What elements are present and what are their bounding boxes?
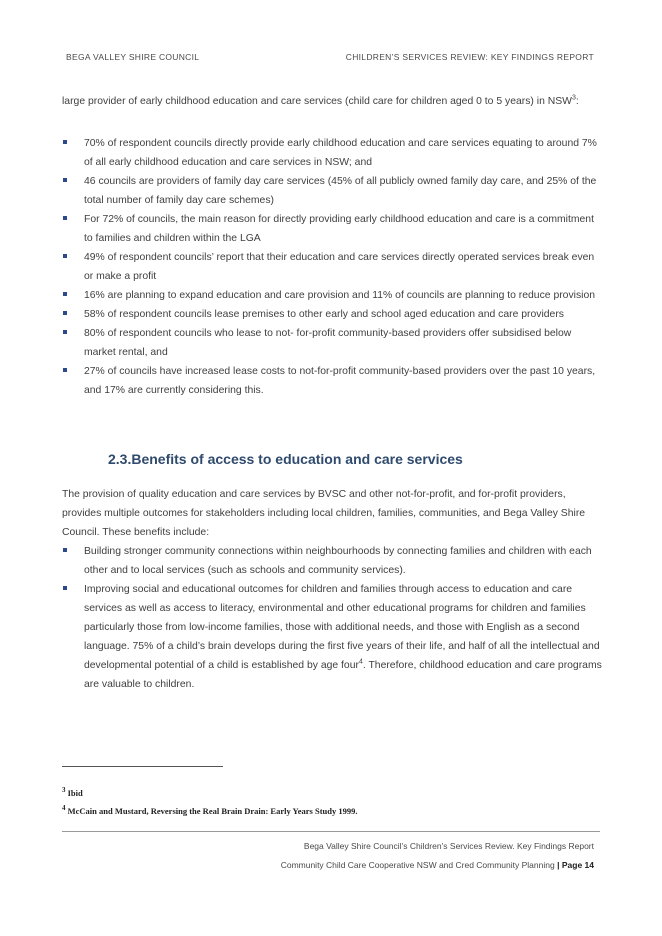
- header-left: BEGA VALLEY SHIRE COUNCIL: [66, 52, 200, 62]
- bullet-square-icon: [63, 216, 67, 220]
- section-heading: 2.3.Benefits of access to education and care services: [108, 451, 463, 467]
- footnote-4: [62, 806, 357, 816]
- bullet-square-icon: [63, 178, 67, 182]
- footnote-number: 4: [62, 804, 66, 813]
- list-item-text: 80% of respondent councils who lease to not- for-profit community-based providers offer subsidised below market rental, and: [84, 328, 572, 358]
- footer-line2: [281, 860, 594, 870]
- footer-separator: |: [557, 860, 560, 870]
- list-item: [62, 542, 602, 580]
- list-item: [62, 210, 602, 248]
- list-item-text: 46 councils are providers of family day care services (45% of all publicly owned family day care, and 25% of the total number of family day care schemes): [84, 176, 597, 206]
- footnote-text: Ibid: [67, 788, 83, 798]
- list-item-text-tail: . Therefore, childhood education and care programs are valuable to children.: [84, 660, 602, 690]
- bullet-square-icon: [63, 311, 67, 315]
- list-item: [62, 172, 602, 210]
- list-item-text: 27% of councils have increased lease costs to not-for-profit community-based providers over the past 10 years, and 17% are currently considering this.: [84, 366, 596, 396]
- bullet-square-icon: [63, 254, 67, 258]
- footnote-ref-3[interactable]: 3: [571, 94, 576, 102]
- list-item-text: 49% of respondent councils’ report that their education and care services directly operated services break even or make a profit: [84, 252, 595, 282]
- list-item: [62, 134, 602, 172]
- list-item: [62, 305, 602, 324]
- footnote-text: McCain and Mustard, Reversing the Real Brain Drain: Early Years Study 1999.: [67, 806, 358, 816]
- footnote-divider: [62, 766, 223, 767]
- bullet-square-icon: [63, 330, 67, 334]
- list-item-text: 58% of respondent councils lease premises to other early and school aged education and care providers: [84, 309, 564, 320]
- list-item: [62, 324, 602, 362]
- bullet-square-icon: [63, 586, 67, 590]
- bullet-square-icon: [63, 292, 67, 296]
- intro-paragraph: [62, 92, 602, 111]
- list-item: [62, 362, 602, 400]
- footnote-3: [62, 788, 83, 798]
- benefits-paragraph: The provision of quality education and care services by BVSC and other not-for-profit, and for-profit providers, provides multiple outcomes for stakeholders including local children, families, communities, and Bega Valley Shire Council. These benefits include:: [62, 489, 586, 538]
- footnote-ref-4[interactable]: 4: [358, 658, 363, 666]
- benefits-section: [62, 485, 602, 694]
- bullet-square-icon: [63, 368, 67, 372]
- list-item: [62, 286, 602, 305]
- findings-list: [62, 134, 602, 400]
- footnote-number: 3: [62, 786, 66, 795]
- list-item-text: 70% of respondent councils directly provide early childhood education and care services equating to around 7% of all early childhood education and care services in NSW; and: [84, 138, 597, 168]
- page-number: Page 14: [561, 860, 594, 870]
- list-item-text: Building stronger community connections within neighbourhoods by connecting families and children with each other and to local services (such as schools and community services).: [84, 546, 592, 576]
- footer-org: Community Child Care Cooperative NSW and Cred Community Planning: [280, 860, 555, 870]
- intro-text: large provider of early childhood education and care services (child care for children aged 0 to 5 years) in NSW: [62, 96, 572, 107]
- list-item: [62, 248, 602, 286]
- list-item-text: 16% are planning to expand education and care provision and 11% of councils are planning to reduce provision: [84, 290, 596, 301]
- footer-divider: [62, 831, 600, 832]
- list-item-text: Improving social and educational outcomes for children and families through access to education and care services as well as access to literacy, environmental and other educational programs for children and families particularly those from low-income families, those with additional needs, and those with English as a second language. 75% of a child’s brain develops during the first five years of their life, and half of all the intellectual and developmental potential of a child is established by age four: [84, 584, 600, 671]
- intro-tail: :: [575, 96, 579, 107]
- list-item: [62, 580, 602, 694]
- list-item-text: For 72% of councils, the main reason for directly providing early childhood education and care is a commitment to families and children within the LGA: [84, 214, 594, 244]
- bullet-square-icon: [63, 140, 67, 144]
- header-right: CHILDREN’S SERVICES REVIEW: KEY FINDINGS REPORT: [345, 52, 594, 62]
- bullet-square-icon: [63, 548, 67, 552]
- footer-line1: Bega Valley Shire Council’s Children’s Services Review. Key Findings Report: [303, 841, 594, 851]
